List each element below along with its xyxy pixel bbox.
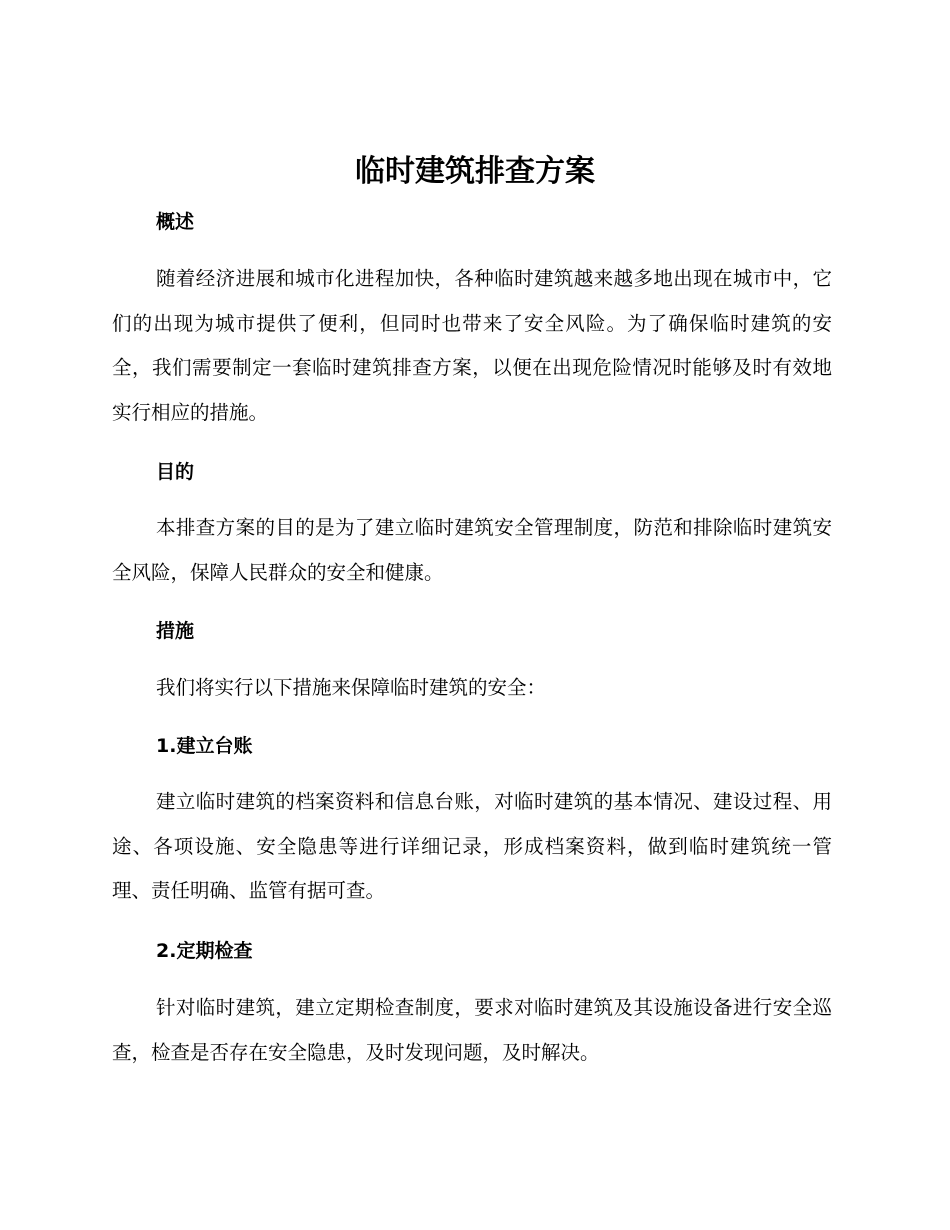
section-heading-measures: 措施: [156, 620, 195, 642]
paragraph-inspection: 针对临时建筑，建立定期检查制度，要求对临时建筑及其设施设备进行安全巡查，检查是否存在安全隐患，及时发现问题，及时解决。: [112, 996, 832, 1064]
section-heading-overview: 概述: [156, 211, 195, 233]
section-heading-purpose: 目的: [156, 461, 195, 483]
paragraph-measures-intro: 我们将实行以下措施来保障临时建筑的安全：: [156, 676, 547, 699]
document-title: 临时建筑排查方案: [355, 154, 595, 189]
paragraph-purpose: 本排查方案的目的是为了建立临时建筑安全管理制度，防范和排除临时建筑安全风险，保障人民群众的安全和健康。: [112, 516, 832, 584]
subsection-heading-ledger: 1.建立台账: [156, 735, 253, 757]
paragraph-overview: 随着经济进展和城市化进程加快，各种临时建筑越来越多地出现在城市中，它们的出现为城市提供了便利，但同时也带来了安全风险。为了确保临时建筑的安全，我们需要制定一套临时建筑排查方案，以便在出现危险情况时能够及时有效地实行相应的措施。: [112, 267, 832, 424]
paragraph-ledger: 建立临时建筑的档案资料和信息台账，对临时建筑的基本情况、建设过程、用途、各项设施、安全隐患等进行详细记录，形成档案资料，做到临时建筑统一管理、责任明确、监管有据可查。: [112, 790, 832, 902]
subsection-heading-inspection: 2.定期检查: [156, 940, 253, 962]
